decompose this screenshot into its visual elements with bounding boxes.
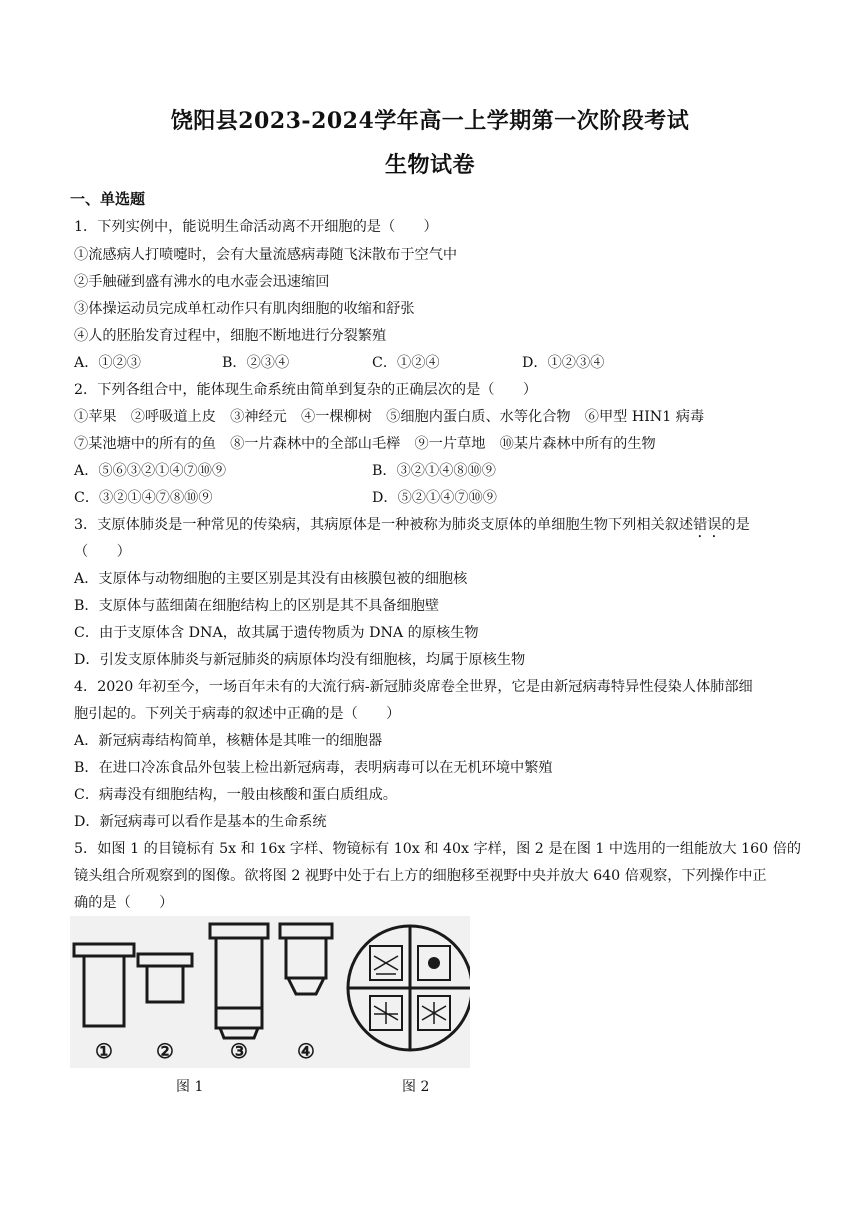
- q2-option-d: D．⑤②①④⑦⑩⑨: [372, 490, 497, 506]
- q3-option-c: C．由于支原体含 DNA，故其属于遗传物质为 DNA 的原核生物: [74, 625, 479, 641]
- q4-option-c: C．病毒没有细胞结构，一般由核酸和蛋白质组成。: [74, 787, 397, 803]
- q4-option-b: B．在进口冷冻食品外包装上检出新冠病毒，表明病毒可以在无机环境中繁殖: [74, 760, 553, 776]
- lens-label: ①: [95, 1039, 113, 1063]
- eyepiece-long-icon: [74, 944, 134, 1026]
- q3-stem: [74, 514, 750, 541]
- q3-stem-continued: （ ）: [74, 544, 131, 560]
- cell-nucleus-icon: [428, 957, 440, 969]
- exam-subtitle: 生物试卷: [384, 152, 475, 178]
- q3-stem-emphasis: 错误: [693, 517, 722, 533]
- figure-1-caption: 图 1: [176, 1079, 204, 1095]
- q3-stem-text: 3．支原体肺炎是一种常见的传染病，其病原体是一种被称为肺炎支原体的单细胞生物下列相关叙述: [74, 517, 694, 533]
- lens-label: ②: [156, 1039, 174, 1063]
- microscope-figure: [70, 916, 470, 1068]
- q1-item: ③体操运动员完成单杠动作只有肌肉细胞的收缩和舒张: [74, 301, 415, 317]
- q1-option-a: A．①②③: [74, 355, 141, 371]
- q3-option-a: A．支原体与动物细胞的主要区别是其没有由核膜包被的细胞核: [74, 571, 468, 587]
- q2-item: ①苹果 ②呼吸道上皮 ③神经元 ④一棵柳树 ⑤细胞内蛋白质、水等化合物 ⑥甲型 HIN1 病毒: [74, 409, 705, 425]
- q1-item: ②手触碰到盛有沸水的电水壶会迅速缩回: [74, 274, 330, 290]
- q4-option-d: D．新冠病毒可以看作是基本的生命系统: [74, 814, 327, 830]
- q2-option-b: B．③②①④⑧⑩⑨: [372, 463, 496, 479]
- q1-option-d: D．①②③④: [522, 355, 605, 371]
- q1-stem: 1．下列实例中，能说明生命活动离不开细胞的是（ ）: [74, 219, 438, 235]
- q3-option-d: D．引发支原体肺炎与新冠肺炎的病原体均没有细胞核，均属于原核生物: [74, 652, 526, 668]
- q5-stem: 5．如图 1 的目镜标有 5x 和 16x 字样、物镜标有 10x 和 40x 字样，图 2 是在图 1 中选用的一组能放大 160 倍的: [74, 841, 802, 857]
- q4-option-a: A．新冠病毒结构简单，核糖体是其唯一的细胞器: [74, 733, 383, 749]
- q1-option-b: B．②③④: [222, 355, 290, 371]
- q5-stem-continued: 镜头组合所观察到的图像。欲将图 2 视野中处于右上方的细胞移至视野中央并放大 640 倍观察，下列操作中正: [74, 868, 767, 884]
- section-heading: 一、单选题: [70, 190, 146, 208]
- q2-option-c: C．③②①④⑦⑧⑩⑨: [74, 490, 213, 506]
- q2-item: ⑦某池塘中的所有的鱼 ⑧一片森林中的全部山毛榉 ⑨一片草地 ⑩某片森林中所有的生物: [74, 436, 656, 452]
- q4-stem-continued: 胞引起的。下列关于病毒的叙述中正确的是（ ）: [74, 706, 401, 722]
- figure-2-caption: 图 2: [402, 1079, 430, 1095]
- q4-stem: 4．2020 年初至今，一场百年未有的大流行病-新冠肺炎席卷全世界，它是由新冠病毒特异性侵染人体肺部细: [74, 679, 753, 695]
- q1-item: ④人的胚胎发育过程中，细胞不断地进行分裂繁殖: [74, 328, 387, 344]
- field-of-view-icon: [348, 926, 470, 1050]
- lens-label: ③: [230, 1039, 248, 1063]
- q2-stem: 2．下列各组合中，能体现生命系统由简单到复杂的正确层次的是（ ）: [74, 382, 538, 398]
- objective-long-icon: [210, 924, 268, 1038]
- microscope-figure-drawing: [70, 916, 470, 1068]
- objective-short-icon: [280, 924, 332, 994]
- eyepiece-short-icon: [138, 954, 192, 1002]
- q2-option-a: A．⑤⑥③②①④⑦⑩⑨: [74, 463, 227, 479]
- q3-option-b: B．支原体与蓝细菌在细胞结构上的区别是其不具备细胞壁: [74, 598, 440, 614]
- q1-option-c: C．①②④: [372, 355, 440, 371]
- q1-item: ①流感病人打喷嚏时，会有大量流感病毒随飞沫散布于空气中: [74, 247, 458, 263]
- q3-stem-text-end: 的是: [721, 517, 750, 533]
- lens-label: ④: [297, 1039, 315, 1063]
- exam-title: 饶阳县2023-2024学年高一上学期第一次阶段考试: [170, 108, 690, 134]
- q5-stem-end: 确的是（ ）: [74, 895, 174, 911]
